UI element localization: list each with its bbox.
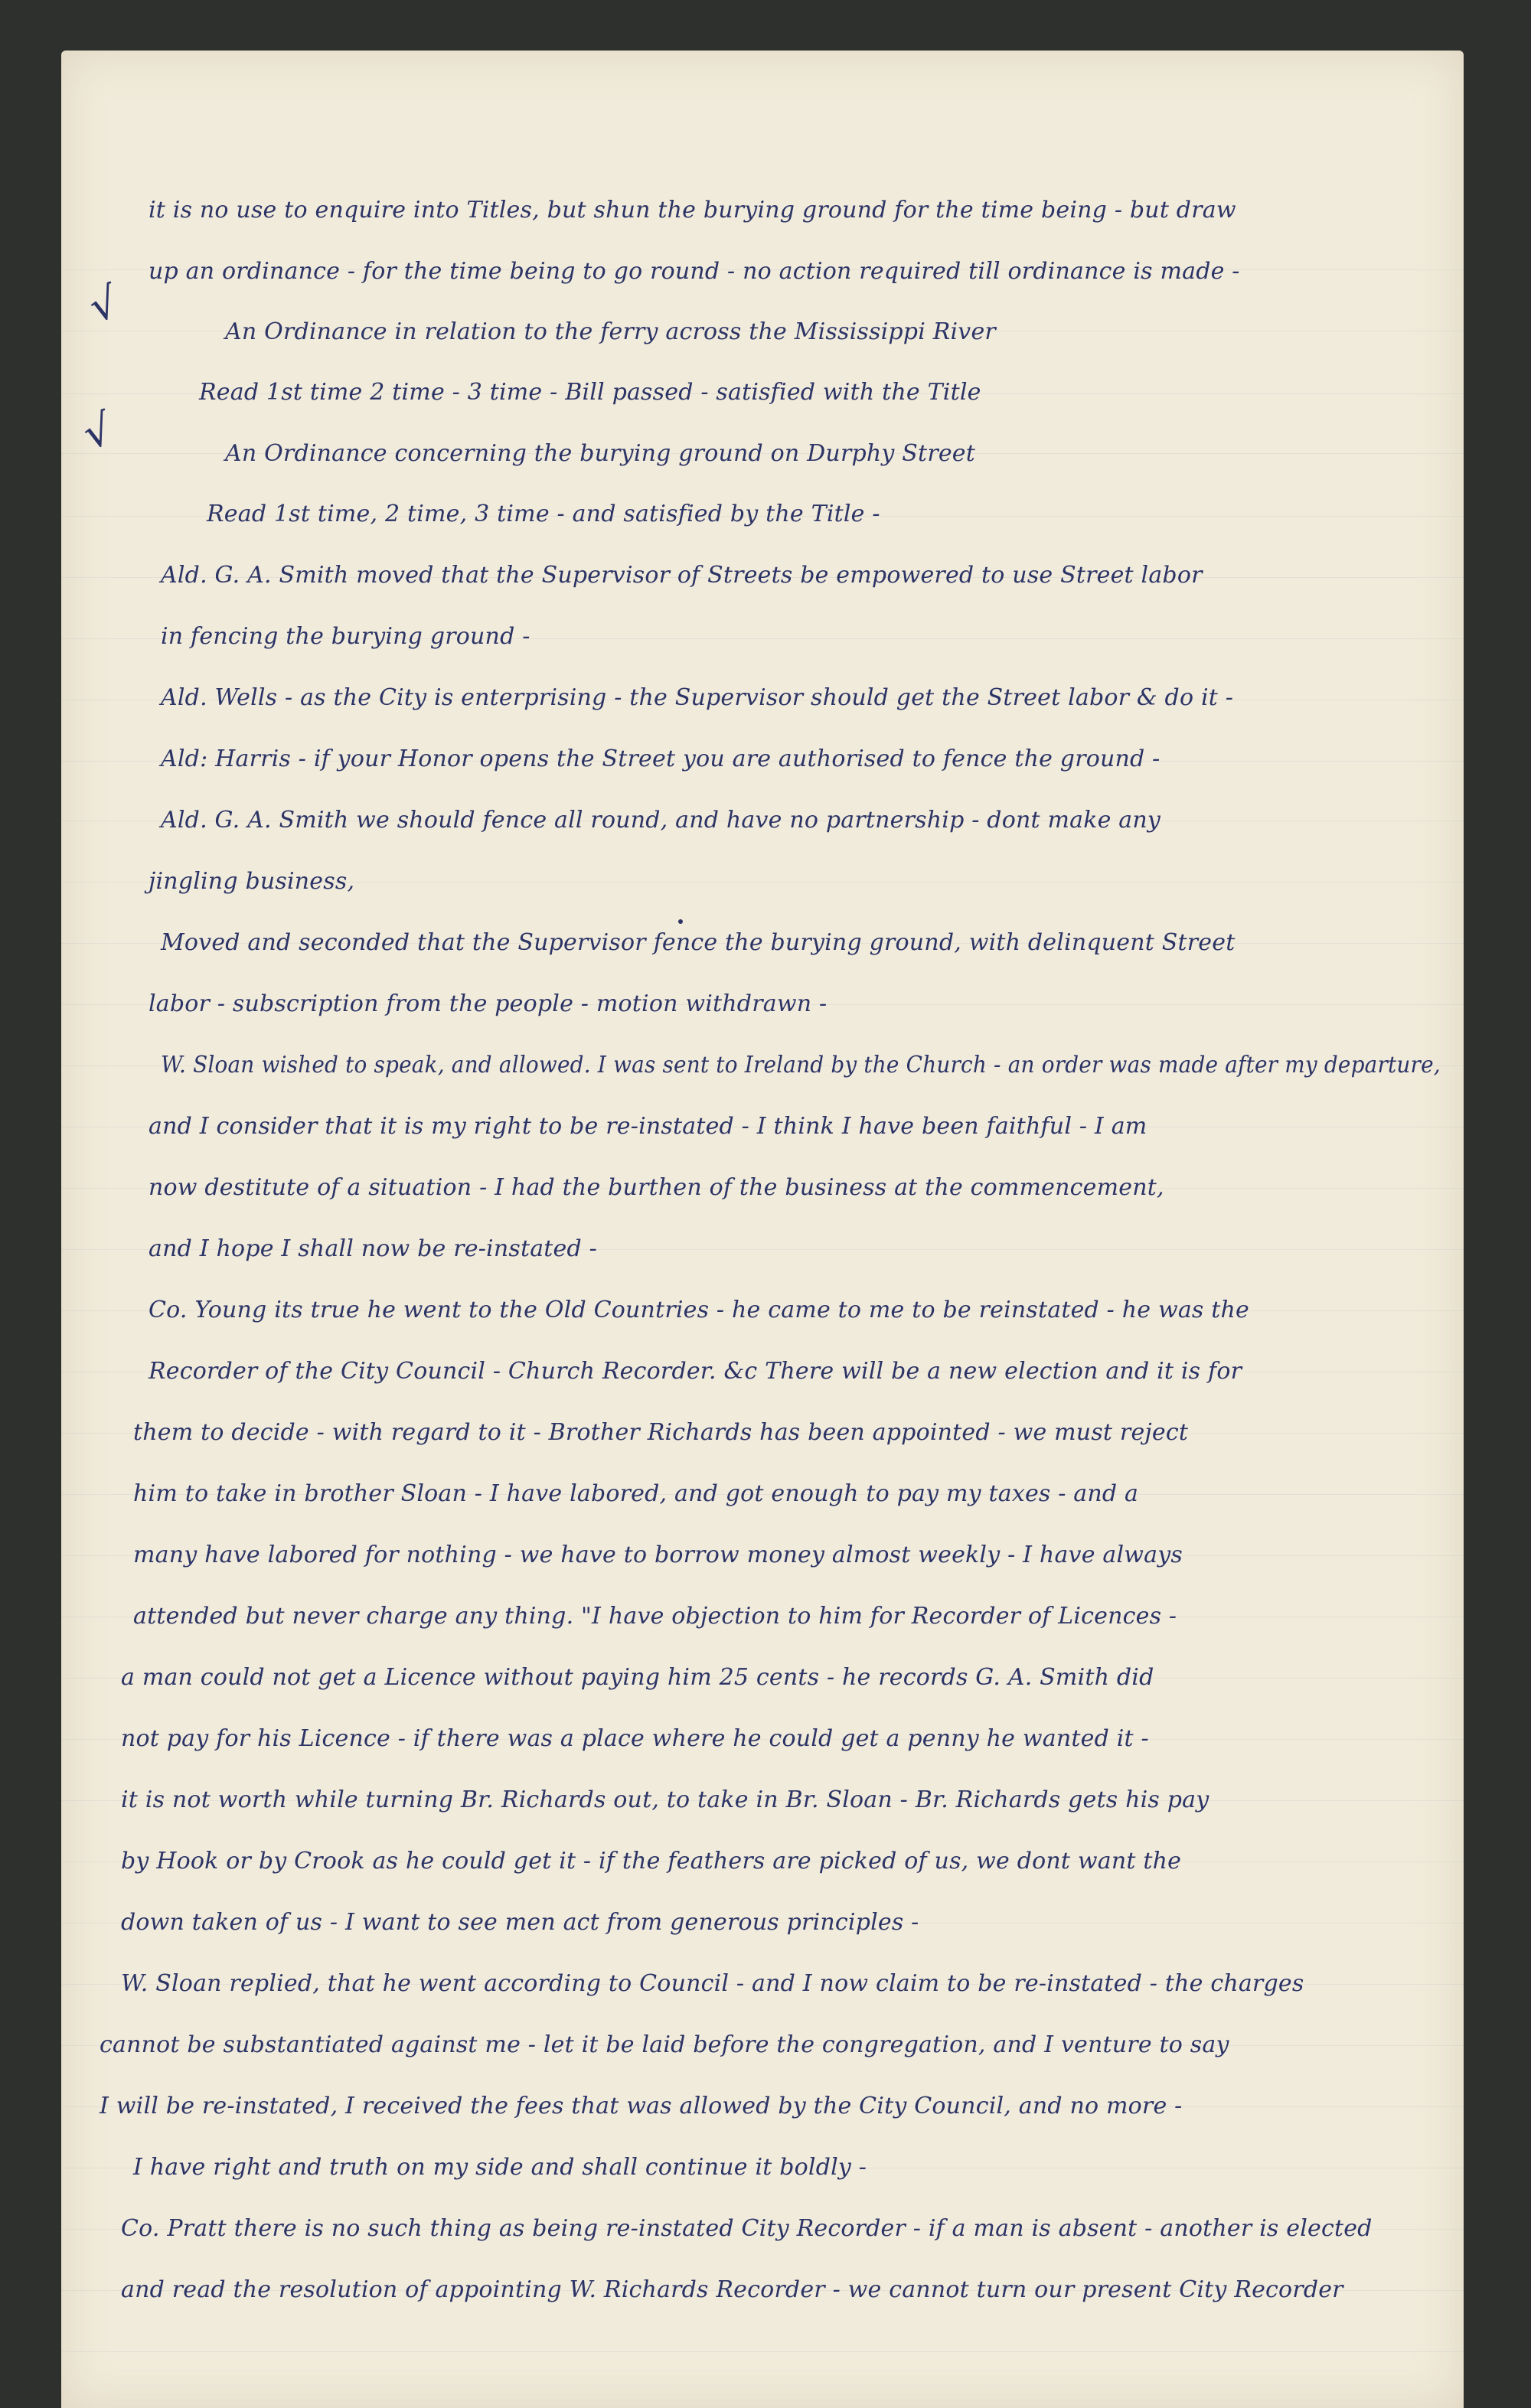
text-line: Read 1st time 2 time - 3 time - Bill passed - satisfied with the Title	[199, 379, 981, 406]
text-line: Read 1st time, 2 time, 3 time - and satisfied by the Title -	[207, 501, 880, 527]
text-line: in fencing the burying ground -	[161, 623, 530, 650]
ink-dot	[678, 919, 683, 924]
text-line: An Ordinance concerning the burying ground on Durphy Street	[225, 440, 976, 467]
text-line: down taken of us - I want to see men act from generous principles -	[121, 1909, 919, 1936]
text-line: Recorder of the City Council - Church Recorder. &c There will be a new election and it is for	[149, 1358, 1242, 1385]
text-line: I have right and truth on my side and shall continue it boldly -	[133, 2154, 867, 2181]
text-line: now destitute of a situation - I had the burthen of the business at the commencement,	[149, 1174, 1164, 1201]
text-line: it is no use to enquire into Titles, but shun the burying ground for the time being - but draw	[149, 197, 1236, 224]
text-line: not pay for his Licence - if there was a place where he could get a penny he wanted it -	[121, 1725, 1149, 1752]
text-line: I will be re-instated, I received the fees that was allowed by the City Council, and no more -	[100, 2093, 1183, 2119]
text-line: Ald: Harris - if your Honor opens the Street you are authorised to fence the ground -	[161, 746, 1160, 772]
text-line: by Hook or by Crook as he could get it - if the feathers are picked of us, we dont want the	[121, 1848, 1182, 1875]
text-line: many have labored for nothing - we have to borrow money almost weekly - I have always	[133, 1542, 1183, 1568]
text-line: An Ordinance in relation to the ferry across the Mississippi River	[225, 318, 996, 345]
manuscript-page	[61, 51, 1464, 2408]
text-line: and read the resolution of appointing W. Richards Recorder - we cannot turn our present City Recorder	[121, 2276, 1343, 2303]
text-line: labor - subscription from the people - motion withdrawn -	[149, 990, 828, 1017]
text-line: W. Sloan replied, that he went according to Council - and I now claim to be re-instated - the charges	[121, 1970, 1304, 1997]
text-line: Moved and seconded that the Supervisor fence the burying ground, with delinquent Street	[161, 929, 1236, 956]
text-line: a man could not get a Licence without paying him 25 cents - he records G. A. Smith did	[121, 1664, 1154, 1691]
text-line: up an ordinance - for the time being to go round - no action required till ordinance is made -	[149, 258, 1240, 285]
text-line: jingling business,	[149, 868, 355, 895]
text-line: Ald. G. A. Smith moved that the Supervisor of Streets be empowered to use Street labor	[161, 562, 1203, 589]
text-line: W. Sloan wished to speak, and allowed. I was sent to Ireland by the Church - an order was made after my departure,	[161, 1052, 1441, 1078]
text-line: Co. Pratt there is no such thing as being re-instated City Recorder - if a man is absent - another is elected	[121, 2215, 1373, 2242]
text-line: and I hope I shall now be re-instated -	[149, 1235, 597, 1262]
margin-check-mark: √	[77, 404, 119, 460]
text-line: them to decide - with regard to it - Brother Richards has been appointed - we must reject	[133, 1419, 1189, 1446]
text-line: attended but never charge any thing. "I have objection to him for Recorder of Licences -	[133, 1603, 1177, 1630]
ruled-line	[61, 2351, 1464, 2352]
margin-check-mark: √	[83, 277, 125, 333]
text-line: Co. Young its true he went to the Old Countries - he came to me to be reinstated - he was the	[149, 1297, 1249, 1323]
text-line: him to take in brother Sloan - I have labored, and got enough to pay my taxes - and a	[133, 1480, 1139, 1507]
text-line: cannot be substantiated against me - let it be laid before the congregation, and I venture to say	[100, 2031, 1229, 2058]
text-line: Ald. Wells - as the City is enterprising - the Supervisor should get the Street labor & do it -	[161, 684, 1234, 711]
text-line: and I consider that it is my right to be re-instated - I think I have been faithful - I am	[149, 1113, 1147, 1140]
text-line: Ald. G. A. Smith we should fence all round, and have no partnership - dont make any	[161, 807, 1161, 834]
text-line: it is not worth while turning Br. Richards out, to take in Br. Sloan - Br. Richards gets his pay	[121, 1786, 1209, 1813]
